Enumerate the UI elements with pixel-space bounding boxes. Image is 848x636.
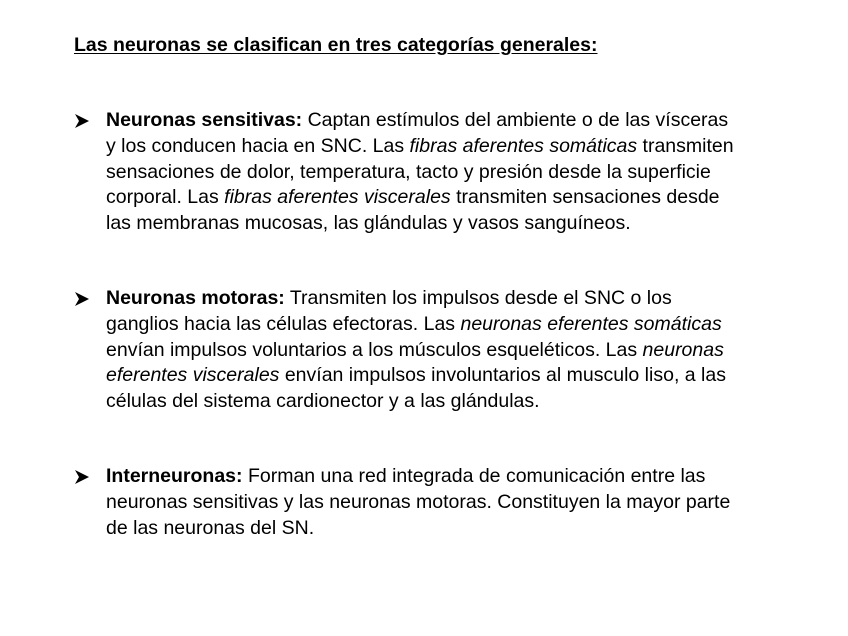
text-run: corporal. Las <box>106 186 225 209</box>
text-run: Transmiten los impulsos desde el SNC o los <box>284 287 672 309</box>
text-line <box>106 363 796 389</box>
arrowhead-bullet-icon <box>74 464 92 488</box>
text-line <box>106 389 796 415</box>
list-item-text <box>106 108 796 237</box>
text-run: las membranas mucosas, las glándulas y vasos sanguíneos. <box>106 212 631 235</box>
list-item-term: Neuronas motoras: <box>106 287 285 309</box>
list-item-text <box>106 286 796 415</box>
text-run: Captan estímulos del ambiente o de las vísceras <box>302 109 729 131</box>
text-run: células del sistema cardionector y a las glándulas. <box>106 390 540 413</box>
list-item-term: Interneuronas: <box>106 465 243 487</box>
text-line <box>106 286 796 312</box>
text-run: transmiten sensaciones desde <box>450 186 720 209</box>
text-line <box>106 160 796 186</box>
text-run: Forman una red integrada de comunicación entre las <box>242 465 706 487</box>
text-run: de las neuronas del SN. <box>106 516 315 539</box>
italic-text-run: fibras aferentes viscerales <box>224 186 451 209</box>
list-item-term: Neuronas sensitivas: <box>106 109 303 131</box>
text-line <box>106 338 796 364</box>
text-line <box>106 516 796 542</box>
text-run: envían impulsos voluntarios a los músculos esqueléticos. Las <box>106 338 643 361</box>
text-line <box>106 134 796 160</box>
italic-text-run: neuronas <box>642 338 724 361</box>
text-line <box>106 312 796 338</box>
italic-text-run: eferentes viscerales <box>106 364 280 387</box>
italic-text-run: fibras aferentes somáticas <box>409 134 638 157</box>
italic-text-run: neuronas eferentes somáticas <box>460 312 722 335</box>
text-line <box>106 108 796 134</box>
arrowhead-bullet-icon <box>74 286 92 310</box>
page-title: Las neuronas se clasifican en tres categorías generales: <box>74 34 598 56</box>
text-run: sensaciones de dolor, temperatura, tacto y presión desde la superficie <box>106 160 711 183</box>
text-line <box>106 185 796 211</box>
text-run: transmiten <box>637 134 734 157</box>
text-run: envían impulsos involuntarios al musculo liso, a las <box>279 364 726 387</box>
text-run: y los conducen hacia en SNC. Las <box>106 134 410 157</box>
text-line <box>106 211 796 237</box>
text-line <box>106 490 796 516</box>
text-run: neuronas sensitivas y las neuronas motoras. Constituyen la mayor parte <box>106 490 731 513</box>
list-item-text <box>106 464 796 541</box>
text-run: ganglios hacia las células efectoras. Las <box>106 312 461 335</box>
arrowhead-bullet-icon <box>74 108 92 132</box>
text-line <box>106 464 796 490</box>
